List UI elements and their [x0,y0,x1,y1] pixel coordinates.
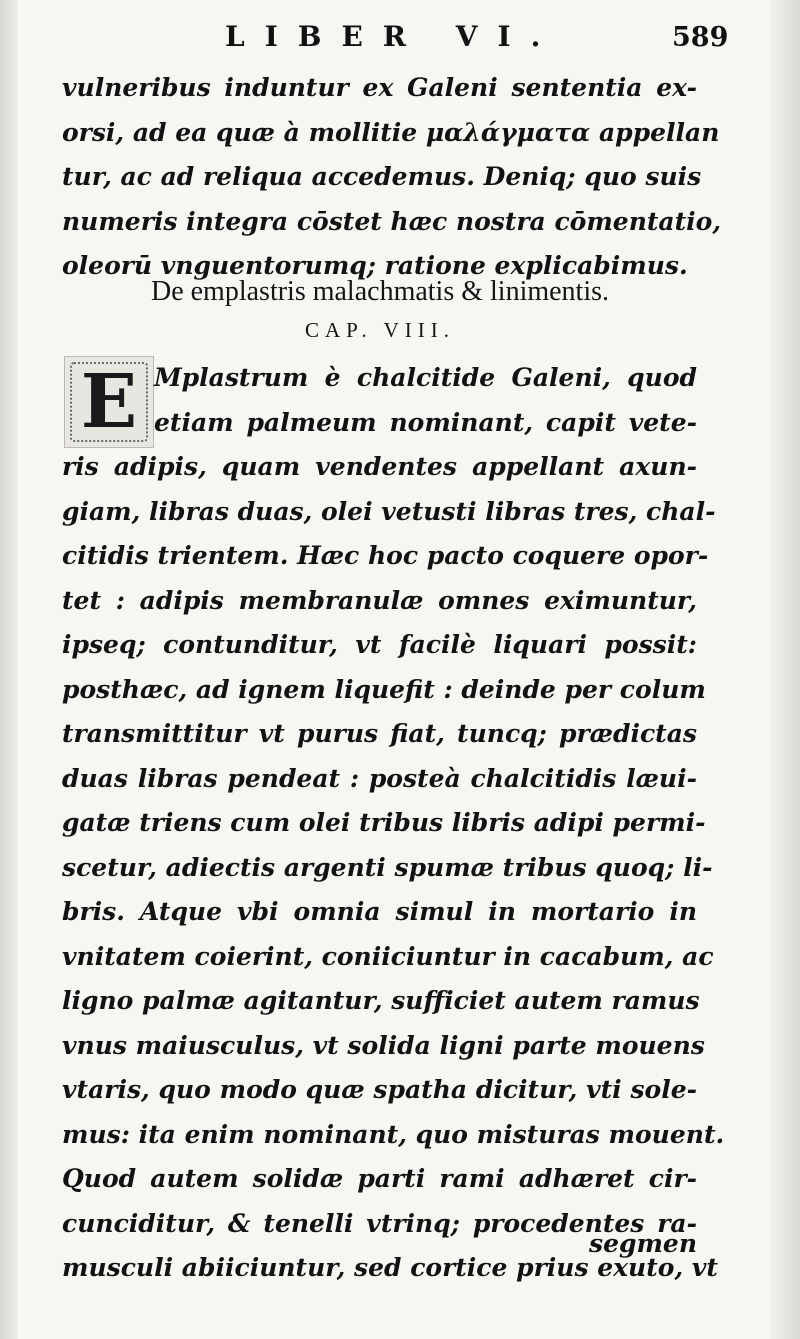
text-line: transmittitur vt purus fiat, tuncq; prædictas [62,719,697,748]
text-line: ris adipis, quam vendentes appellant axun- [62,452,697,481]
chapter-body [62,356,725,1291]
running-head [0,18,800,58]
text-line: ipseq; contunditur, vt facilè liquari possit: [62,630,697,659]
initial-letter: E [80,359,138,445]
catchword-area [62,1222,697,1267]
catchword: segmen [589,1229,697,1258]
page-edge-shadow [770,0,800,1339]
chapter-title: De emplastris malachmatis & linimentis. [150,276,610,307]
text-line: numeris integra cōstet hæc nostra cōmentatio, [62,206,722,236]
text-line: giam, libras duas, olei vetusti libras tres, chal- [62,496,716,526]
text-line: bris. Atque vbi omnia simul in mortario in [62,897,697,926]
text-line: vnus maiusculus, vt solida ligni parte mouens [62,1030,705,1060]
text-line: musculi abiiciuntur, sed cortice prius exuto, vt [62,1253,718,1282]
text-line: etiam palmeum nominant, capit vete- [154,407,697,437]
text-line: duas libras pendeat : posteà chalcitidis læui- [62,763,697,793]
text-line: citidis trientem. Hæc hoc pacto coquere opor- [62,541,709,570]
text-line: cunciditur, & tenelli vtrinq; procedentes ra- [62,1208,697,1238]
text-line: tur, ac ad reliqua accedemus. Deniq; quo suis [62,162,702,191]
running-head-title: LIBER VI. [225,20,561,53]
text-line: oleorū vnguentorumq; ratione explicabimus. [62,251,688,280]
text-line: vulneribus induntur ex Galeni sententia ex- [62,73,697,102]
text-line: orsi, ad ea quæ à mollitie μαλάγματα appellan [62,117,720,147]
text-line: mus: ita enim nominant, quo misturas mouent. [62,1119,725,1149]
page-number: 589 [672,22,729,53]
text-line: Mplastrum è chalcitide Galeni, quod [154,363,697,392]
text-line: gatæ triens cum olei tribus libris adipi permi- [62,808,706,837]
text-line: ligno palmæ agitantur, sufficiet autem ramus [62,986,700,1015]
chapter-number: CAP. VIII. [304,318,456,342]
text-line: vtaris, quo modo quæ spatha dicitur, vti sole- [62,1075,697,1104]
text-line: scetur, adiectis argenti spumæ tribus quoq; li- [62,852,713,882]
text-line: vnitatem coierint, coniiciuntur in cacabum, ac [62,941,714,971]
text-line: tet : adipis membranulæ omnes eximuntur, [62,585,697,615]
page-gutter-shadow [0,0,18,1339]
top-paragraph [62,66,722,289]
text-line: Quod autem solidæ parti rami adhæret cir- [62,1164,697,1193]
text-line: posthæc, ad ignem liquefit : deinde per colum [62,674,706,704]
